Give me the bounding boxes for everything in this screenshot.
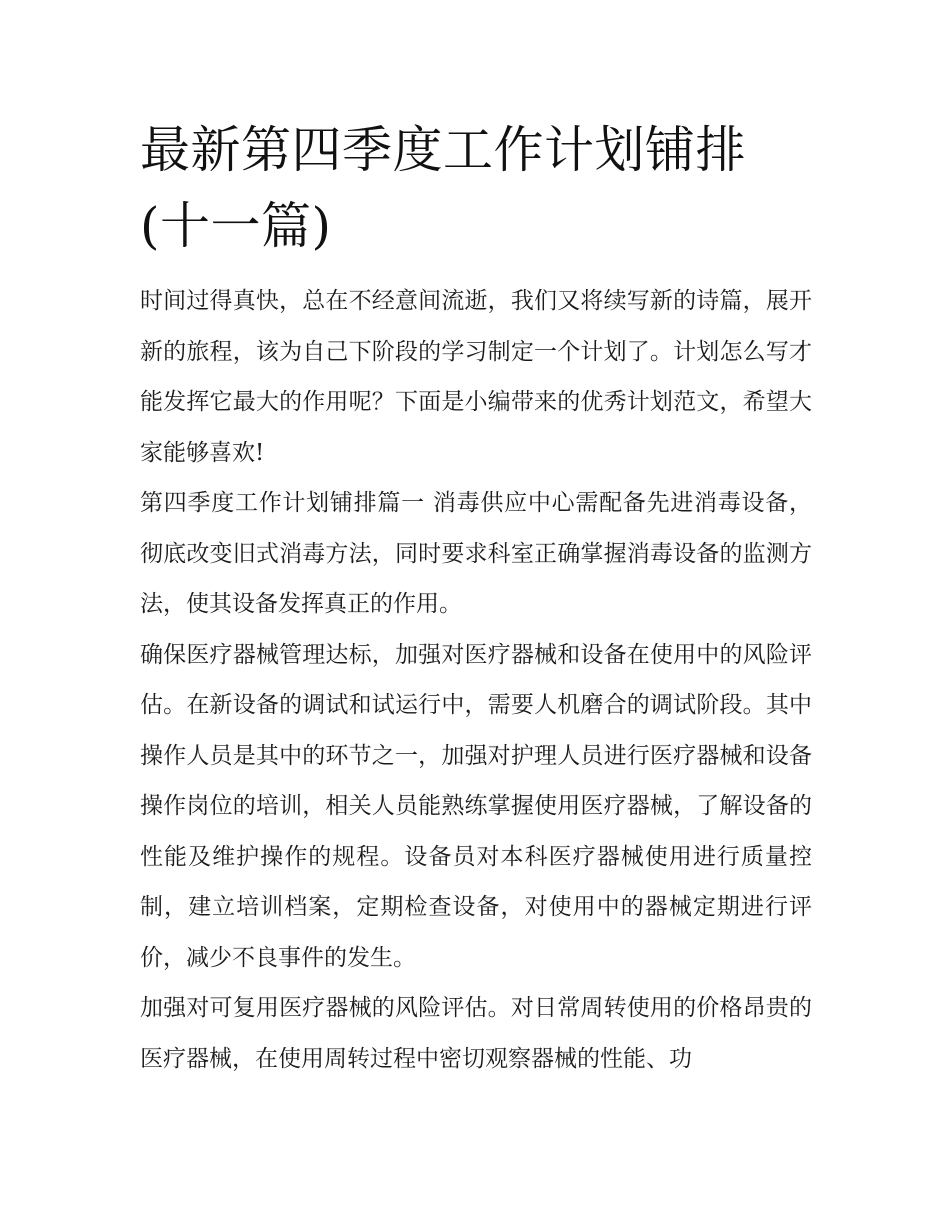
document-title: 最新第四季度工作计划铺排(十一篇) (140, 121, 746, 255)
section-one-paragraph: 第四季度工作计划铺排篇一 消毒供应中心需配备先进消毒设备，彻底改变旧式消毒方法，同时要求科室正确掌握消毒设备的监测方法，使其设备发挥真正的作用。 (140, 490, 812, 617)
reusable-device-paragraph: 加强对可复用医疗器械的风险评估。对日常周转使用的价格昂贵的医疗器械，在使用周转过程中密切观察器械的性能、功 (140, 995, 812, 1072)
intro-paragraph: 时间过得真快，总在不经意间流逝，我们又将续写新的诗篇，展开新的旅程，该为自己下阶段的学习制定一个计划了。计划怎么写才能发挥它最大的作用呢？下面是小编带来的优秀计划范文，希望大家能够喜欢! (140, 288, 812, 466)
device-management-paragraph: 确保医疗器械管理达标，加强对医疗器械和设备在使用中的风险评估。在新设备的调试和试运行中，需要人机磨合的调试阶段。其中操作人员是其中的环节之一，加强对护理人员进行医疗器械和设备操作岗位的培训，相关人员能熟练掌握使用医疗器械，了解设备的性能及维护操作的规程。设备员对本科医疗器械使用进行质量控制，建立培训档案，定期检查设备，对使用中的器械定期进行评价，减少不良事件的发生。 (140, 641, 812, 971)
document-body (140, 112, 812, 1084)
